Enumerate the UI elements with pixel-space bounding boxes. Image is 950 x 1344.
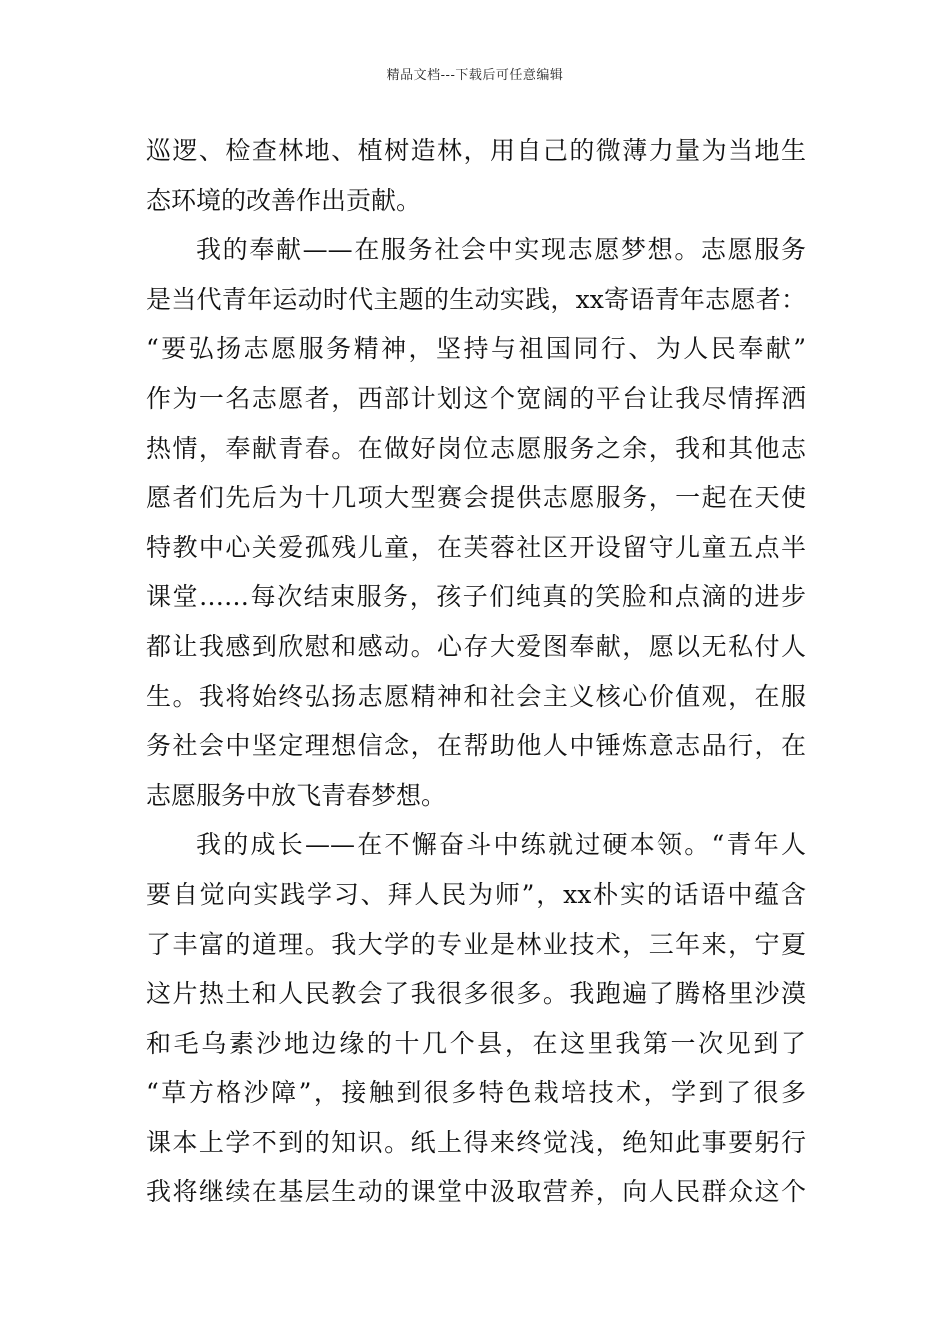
text-line: “要弘扬志愿服务精神，坚持与祖国同行、为人民奉献” [146,334,806,364]
document-body [146,126,806,1217]
text-line: “草方格沙障”，接触到很多特色栽培技术，学到了很多 [146,1078,806,1108]
text-line: 我的成长——在不懈奋斗中练就过硬本领。“青年人 [196,830,806,860]
text-line: 这片热土和人民教会了我很多很多。我跑遍了腾格里沙漠 [146,979,806,1009]
text-line: 热情，奉献青春。在做好岗位志愿服务之余，我和其他志 [146,433,806,463]
text-line: 和毛乌素沙地边缘的十几个县，在这里我第一次见到了 [146,1028,806,1058]
text-line: 课本上学不到的知识。纸上得来终觉浅，绝知此事要躬行 [146,1127,806,1157]
text-line: 了丰富的道理。我大学的专业是林业技术，三年来，宁夏 [146,929,806,959]
text-line: 务社会中坚定理想信念，在帮助他人中锤炼意志品行，在 [146,731,806,761]
text-line: 都让我感到欣慰和感动。心存大爱图奉献，愿以无私付人 [146,631,806,661]
text-line: 我将继续在基层生动的课堂中汲取营养，向人民群众这个 [146,1177,806,1207]
text-line: 课堂……每次结束服务，孩子们纯真的笑脸和点滴的进步 [146,582,806,612]
text-line: 态环境的改善作出贡献。 [146,185,422,215]
page-header: 精品文档---下载后可任意编辑 [386,68,564,83]
text-line: 我的奉献——在服务社会中实现志愿梦想。志愿服务 [196,235,806,265]
text-line: 巡逻、检查林地、植树造林，用自己的微薄力量为当地生 [146,136,806,165]
text-line: 作为一名志愿者，西部计划这个宽阔的平台让我尽情挥洒 [146,383,806,413]
text-line: 志愿服务中放飞青春梦想。 [146,780,447,810]
text-line: 生。我将始终弘扬志愿精神和社会主义核心价值观，在服 [146,681,806,711]
text-line: 愿者们先后为十几项大型赛会提供志愿服务，一起在天使 [146,483,806,513]
text-line: 是当代青年运动时代主题的生动实践，xx寄语青年志愿者： [146,284,806,314]
text-line: 要自觉向实践学习、拜人民为师”，xx朴实的话语中蕴含 [146,879,806,909]
text-line: 特教中心关爱孤残儿童，在芙蓉社区开设留守儿童五点半 [146,532,806,562]
